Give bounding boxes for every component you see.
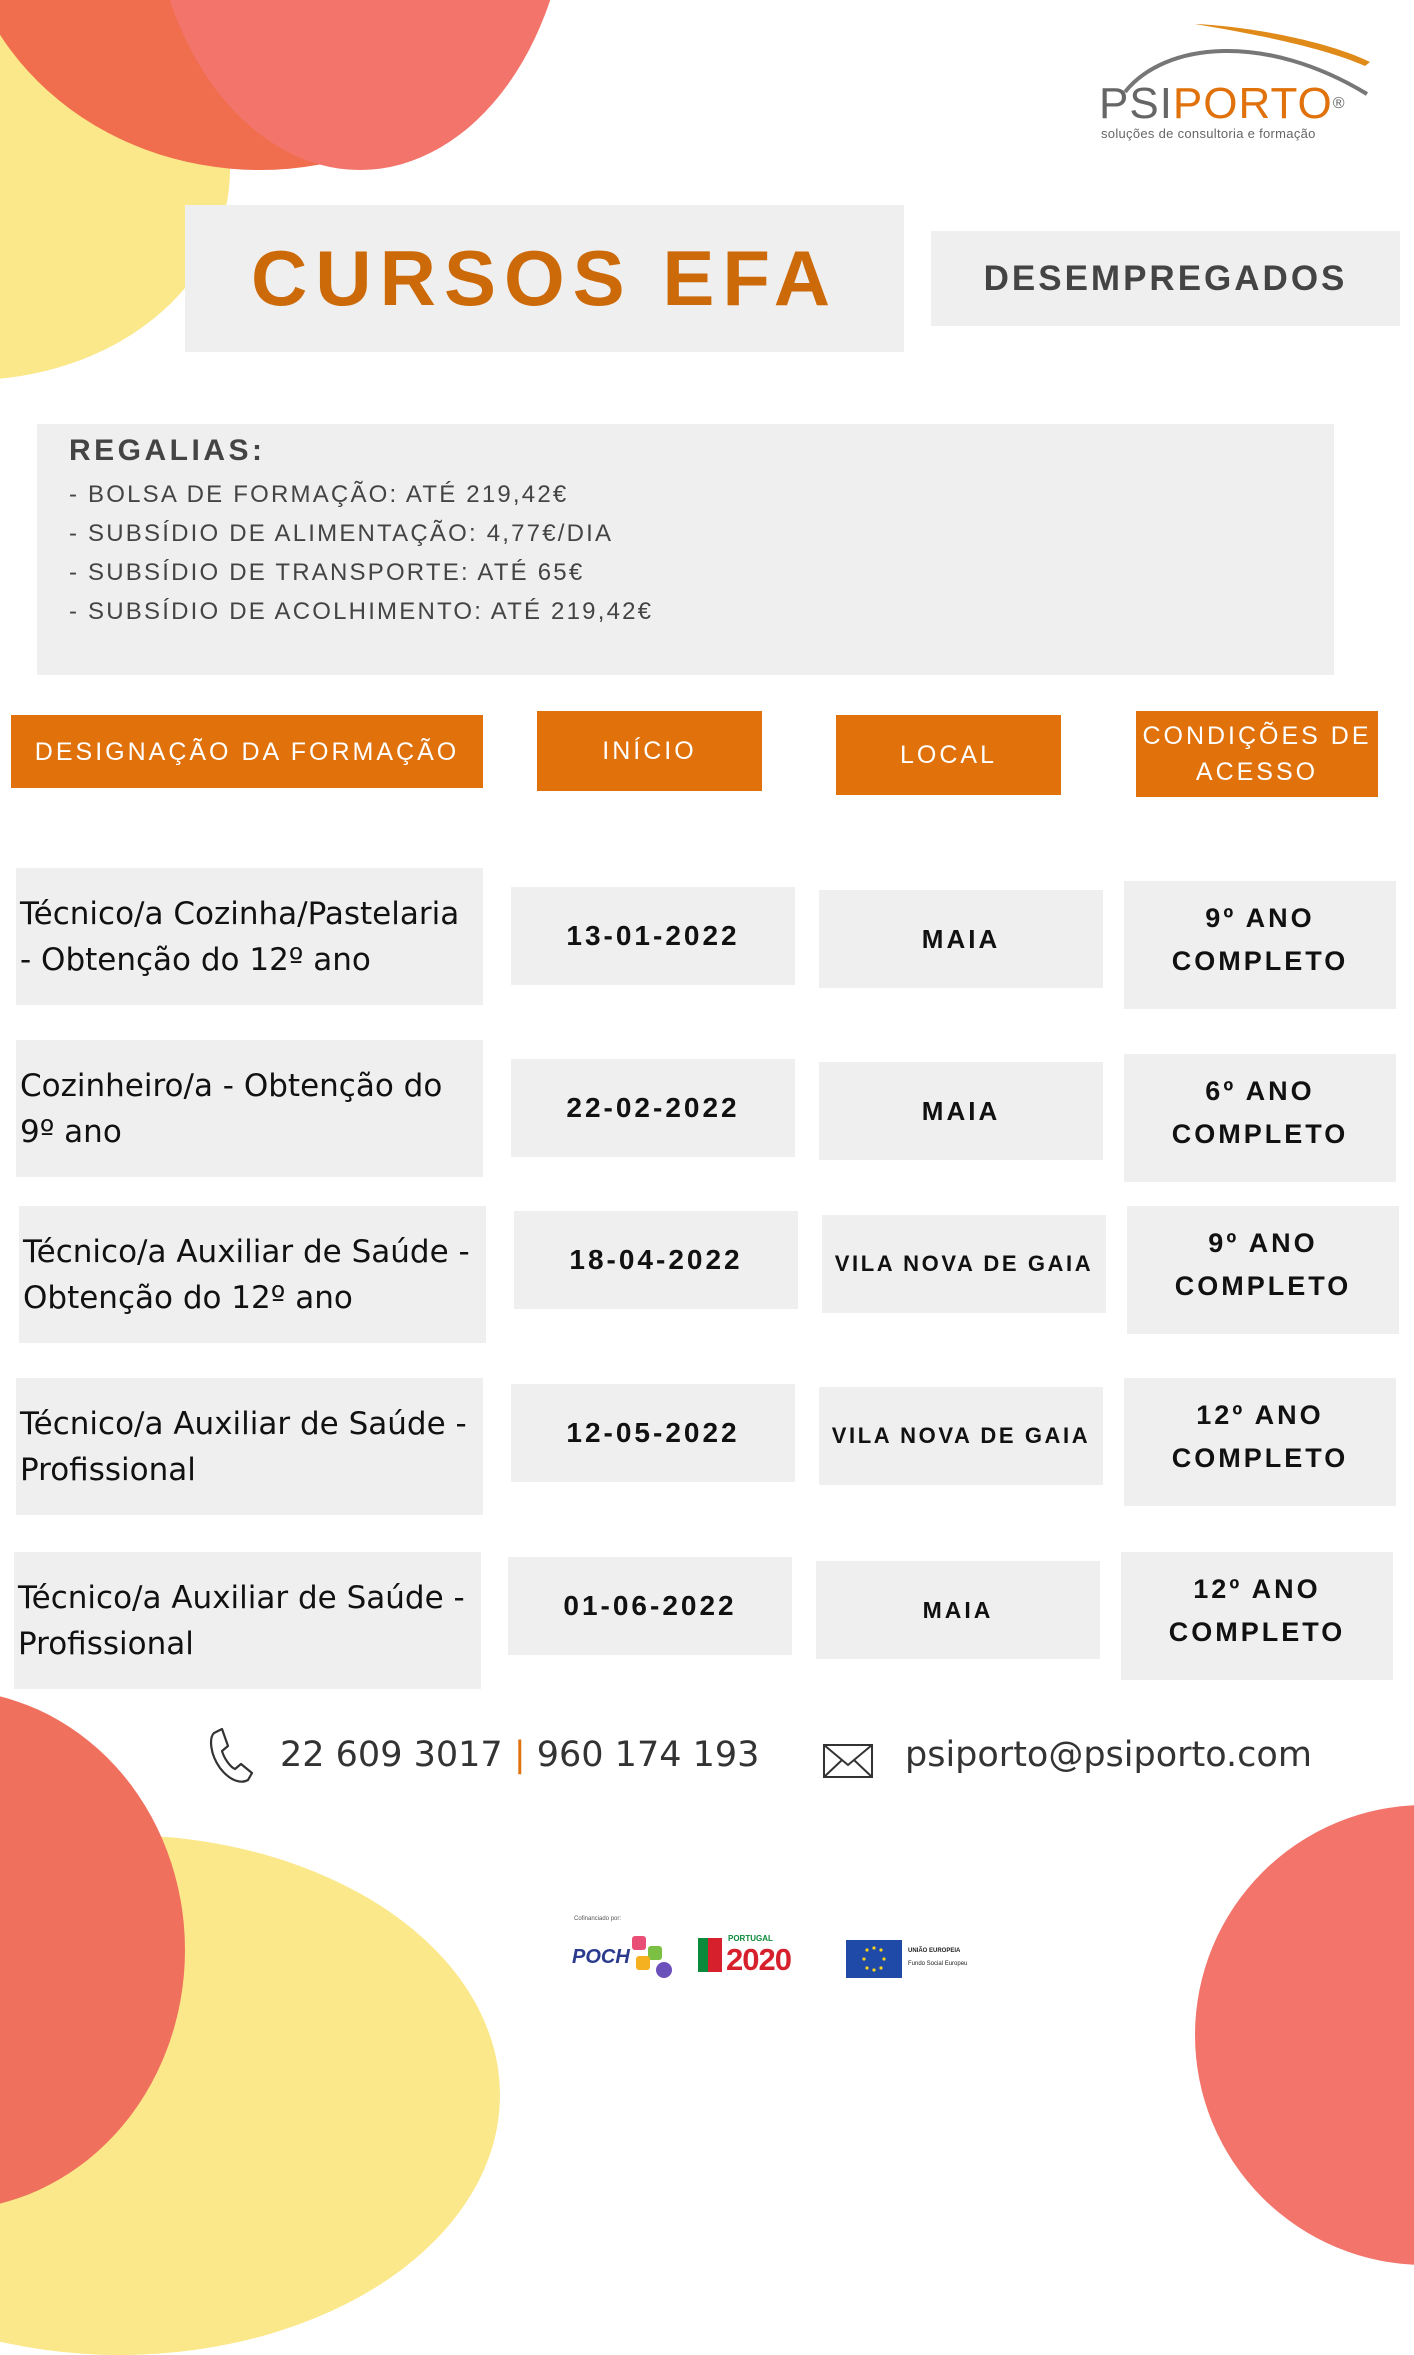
header-conditions-line2: ACESSO	[1195, 758, 1319, 786]
designation-line1: Cozinheiro/a - Obtenção do	[20, 1067, 443, 1104]
contact-email[interactable]: psiporto@psiporto.com	[905, 1735, 1312, 1775]
conditions-line2: COMPLETO	[1168, 1617, 1346, 1647]
benefit-item: - SUBSÍDIO DE TRANSPORTE: ATÉ 65€	[69, 559, 585, 586]
table-row-1-conditions	[1124, 881, 1396, 1009]
table-row-5-local	[816, 1561, 1100, 1659]
local-value: MAIA	[921, 1095, 1001, 1126]
table-row-1-start	[511, 887, 795, 985]
benefit-item: - BOLSA DE FORMAÇÃO: ATÉ 219,42€	[69, 481, 569, 508]
designation-line1: Técnico/a Auxiliar de Saúde -	[20, 1405, 467, 1442]
table-row-5-start	[508, 1557, 792, 1655]
contact-phones	[280, 1730, 759, 1780]
benefit-item: - SUBSÍDIO DE ACOLHIMENTO: ATÉ 219,42€	[69, 598, 654, 625]
start-date: 22-02-2022	[566, 1092, 740, 1123]
portugal-2020-logo	[698, 1930, 824, 1982]
conditions-line1: 12º ANO	[1193, 1574, 1321, 1604]
table-row-2-start	[511, 1059, 795, 1157]
table-row-2-local	[819, 1062, 1103, 1160]
table-row-3-start	[514, 1211, 798, 1309]
designation-line1: Técnico/a Auxiliar de Saúde -	[23, 1233, 470, 1270]
logo-registered: ®	[1332, 95, 1346, 112]
eu-label-1: UNIÃO EUROPEIA	[908, 1948, 961, 1954]
table-row-2-conditions	[1124, 1054, 1396, 1182]
psiporto-logo	[1095, 14, 1375, 144]
eu-label-2: Fundo Social Europeu	[908, 1961, 968, 1967]
benefit-item: - SUBSÍDIO DE ALIMENTAÇÃO: 4,77€/DIA	[69, 520, 614, 547]
portugal-label: PORTUGAL	[728, 1934, 773, 1943]
page-title: CURSOS EFA	[250, 234, 839, 322]
poch-logo	[572, 1930, 680, 1982]
poch-logo-text: POCH	[572, 1946, 630, 1968]
conditions-line1: 6º ANO	[1205, 1076, 1315, 1106]
conditions-line1: 12º ANO	[1196, 1400, 1324, 1430]
table-row-3-conditions	[1127, 1206, 1399, 1334]
start-date: 13-01-2022	[566, 920, 740, 951]
logo-text-porto: PORTO	[1172, 79, 1333, 128]
phone-separator: |	[513, 1735, 526, 1775]
designation-line1: Técnico/a Cozinha/Pastelaria	[20, 895, 460, 932]
conditions-line2: COMPLETO	[1171, 1443, 1349, 1473]
designation-line2: Profissional	[20, 1451, 196, 1488]
conditions-line2: COMPLETO	[1171, 1119, 1349, 1149]
table-row-5-designation	[14, 1552, 481, 1689]
mail-icon	[822, 1743, 874, 1779]
year-label: 2020	[726, 1942, 791, 1977]
table-row-4-local	[819, 1387, 1103, 1485]
header-conditions-line1: CONDIÇÕES DE	[1142, 722, 1372, 750]
header-start	[537, 711, 762, 791]
local-value: MAIA	[921, 923, 1001, 954]
conditions-line2: COMPLETO	[1174, 1271, 1352, 1301]
local-value: VILA NOVA DE GAIA	[834, 1251, 1094, 1276]
designation-line2: Profissional	[18, 1625, 194, 1662]
start-date: 01-06-2022	[563, 1590, 737, 1621]
table-row-5-conditions	[1121, 1552, 1393, 1680]
start-date: 12-05-2022	[566, 1417, 740, 1448]
logo-tagline: soluções de consultoria e formação	[1101, 126, 1316, 141]
conditions-line1: 9º ANO	[1205, 903, 1315, 933]
header-designation-label: DESIGNAÇÃO DA FORMAÇÃO	[34, 737, 460, 766]
header-conditions	[1136, 711, 1378, 797]
table-row-4-conditions	[1124, 1378, 1396, 1506]
designation-line2: Obtenção do 12º ano	[23, 1279, 353, 1316]
table-row-4-designation	[16, 1378, 483, 1515]
cofinanced-label: Cofinanciado por:	[574, 1916, 622, 1922]
funding-logos	[570, 1916, 970, 1984]
designation-line2: - Obtenção do 12º ano	[20, 941, 371, 978]
eu-flag	[846, 1940, 902, 1978]
phone-number-1[interactable]: 22 609 3017	[280, 1735, 503, 1775]
header-local	[836, 715, 1061, 795]
local-value: MAIA	[922, 1596, 994, 1623]
phone-number-2[interactable]: 960 174 193	[536, 1735, 760, 1775]
header-start-label: INÍCIO	[602, 737, 697, 765]
logo-text-psi: PSI	[1099, 79, 1173, 128]
conditions-line2: COMPLETO	[1171, 946, 1349, 976]
header-local-label: LOCAL	[900, 741, 997, 769]
table-row-3-local	[822, 1215, 1106, 1313]
designation-line1: Técnico/a Auxiliar de Saúde -	[18, 1579, 465, 1616]
deco-coral-bottom-right	[1195, 1805, 1414, 2265]
designation-line2: 9º ano	[20, 1113, 122, 1150]
audience-badge-label: DESEMPREGADOS	[983, 258, 1348, 298]
conditions-line1: 9º ANO	[1208, 1228, 1318, 1258]
table-row-2-designation	[16, 1040, 483, 1177]
header-designation	[11, 715, 483, 788]
table-row-1-designation	[16, 868, 483, 1005]
benefits-heading: REGALIAS:	[69, 434, 266, 467]
table-row-1-local	[819, 890, 1103, 988]
phone-icon	[208, 1726, 254, 1784]
start-date: 18-04-2022	[569, 1244, 743, 1275]
local-value: VILA NOVA DE GAIA	[831, 1423, 1091, 1448]
table-row-4-start	[511, 1384, 795, 1482]
table-row-3-designation	[19, 1206, 486, 1343]
